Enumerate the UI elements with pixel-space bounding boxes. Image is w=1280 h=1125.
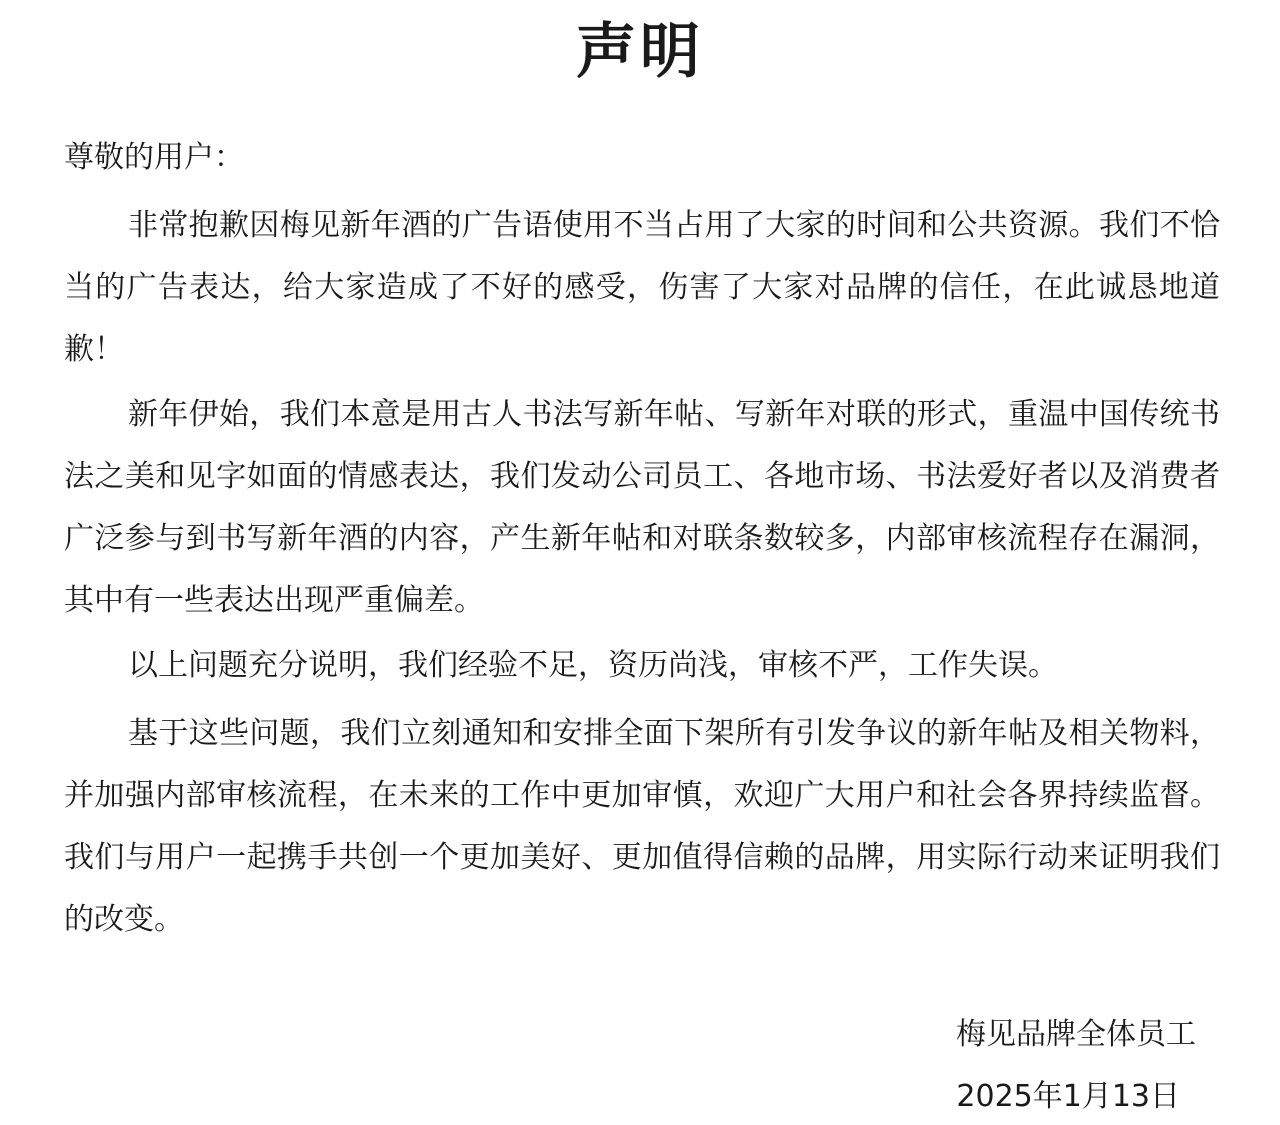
paragraph-background: 新年伊始，我们本意是用古人书法写新年帖、写新年对联的形式，重温中国传统书法之美和见字如面的情感表达，我们发动公司员工、各地市场、书法爱好者以及消费者广泛参与到书写新年酒的内容，产生新年帖和对联条数较多，内部审核流程存在漏洞，其中有一些表达出现严重偏差。: [64, 397, 1220, 618]
paragraph-actions: 基于这些问题，我们立刻通知和安排全面下架所有引发争议的新年帖及相关物料，并加强内部审核流程，在未来的工作中更加审慎，欢迎广大用户和社会各界持续监督。我们与用户一起携手共创一个更加美好、更加值得信赖的品牌，用实际行动来证明我们的改变。: [64, 716, 1220, 937]
statement-date: 2025年1月13日: [956, 1079, 1180, 1114]
signature: 梅见品牌全体员工: [956, 1017, 1196, 1052]
statement-title: 声明: [576, 17, 704, 87]
paragraph-apology: 非常抱歉因梅见新年酒的广告语使用不当占用了大家的时间和公共资源。我们不恰当的广告表达，给大家造成了不好的感受，伤害了大家对品牌的信任，在此诚恳地道歉！: [64, 208, 1220, 367]
paragraph-admission: 以上问题充分说明，我们经验不足，资历尚浅，审核不严，工作失误。: [128, 648, 1058, 683]
salutation: 尊敬的用户：: [64, 140, 244, 175]
